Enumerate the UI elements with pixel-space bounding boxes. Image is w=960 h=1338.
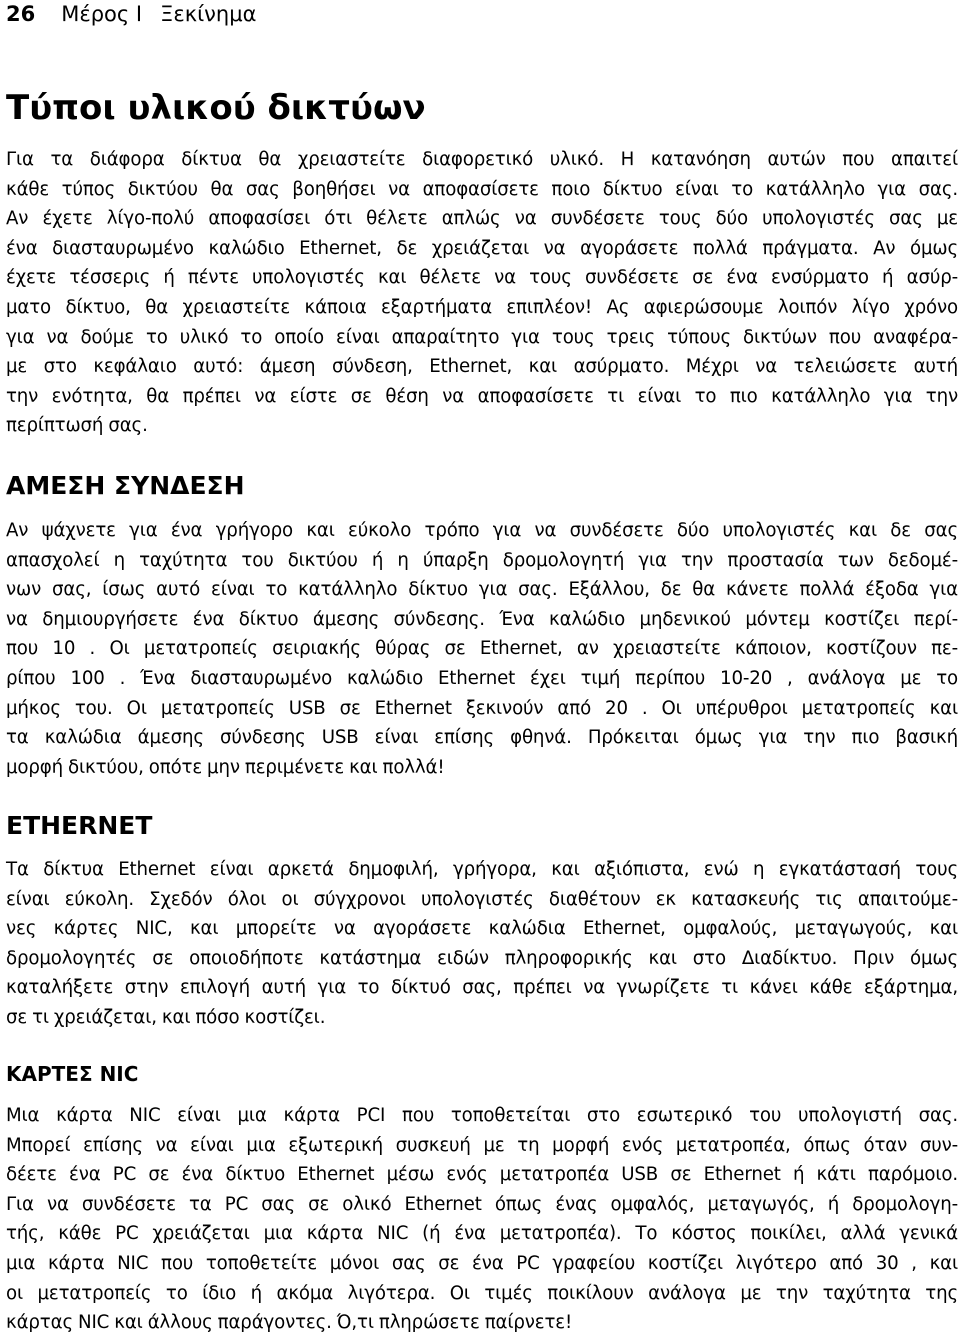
ethernet-paragraph: [6, 855, 958, 1033]
text-line: δρομολογητές σε οποιοδήποτε κατάστημα ειδών πληροφορικής και στο Διαδίκτυο. Πριν όμως: [6, 947, 958, 969]
text-line: καταλήξετε στην επιλογή αυτή για το δίκτυό σας, πρέπει να γνωρίζετε τι κάνει κάθε εξάρτημα,: [6, 977, 958, 999]
text-line: νων σας, ίσως αυτό είναι το κατάλληλο δίκτυο για σας. Εξάλλου, δε θα κάνετε πολλά έξοδα για: [6, 579, 958, 601]
page-title: Τύποι υλικού δικτύων: [6, 88, 426, 128]
chapter-label: Ξεκίνημα: [160, 2, 257, 26]
text-line: σε τι χρειάζεται, και πόσο κοστίζει.: [6, 1006, 326, 1028]
text-line: για να δούμε το υλικό το οποίο είναι απαραίτητο για τους τρεις τύπους δικτύων που αναφέρα-: [6, 326, 958, 348]
text-line: μια κάρτα NIC που τοποθετείτε μόνοι σας σε ένα PC γραφείου κοστίζει λιγότερο από 30 , και: [6, 1252, 958, 1274]
text-line: τής, κάθε PC χρειάζεται μια κάρτα NIC (ή ένα μετατροπέα). Το κόστος ποικίλει, αλλά γενικά: [6, 1223, 958, 1245]
text-line: δέετε ένα PC σε ένα δίκτυο Ethernet μέσω ενός μετατροπέα USB σε Ethernet ή κάτι παρόμοιο.: [6, 1164, 958, 1186]
text-line: έχετε τέσσερις ή πέντε υπολογιστές και θέλετε να τους συνδέσετε σε ένα ενσύρματο ή ασύρ-: [6, 267, 958, 289]
text-line: περίπτωσή σας.: [6, 415, 148, 437]
section-heading-direct: ΑΜΕΣΗ ΣΥΝΔΕΣΗ: [6, 471, 245, 500]
text-line: να δημιουργήσετε ένα δίκτυο άμεσης σύνδεσης. Ένα καλώδιο μηδενικού μόντεμ κοστίζει περί-: [6, 608, 958, 630]
intro-paragraph: [6, 145, 958, 441]
text-line: κάθε τύπος δικτύου θα σας βοηθήσει να αποφασίσετε ποιο δίκτυο είναι το κατάλληλο για σας.: [6, 178, 958, 200]
running-header: [6, 0, 256, 28]
text-line: μορφή δικτύου, οπότε μην περιμένετε και πολλά!: [6, 756, 445, 778]
text-line: που 10 . Οι μετατροπείς σειριακής θύρας σε Ethernet, αν χρειαστείτε κάποιον, κοστίζουν πε-: [6, 638, 958, 660]
text-line: μήκος του. Οι μετατροπείς USB σε Ethernet ξεκινούν από 20 . Οι υπέρυθροι μετατροπείς και: [6, 697, 958, 719]
text-line: την ενότητα, θα πρέπει να είστε σε θέση να αποφασίσετε τι είναι το πιο κατάλληλο για την: [6, 385, 958, 407]
text-line: Μια κάρτα NIC είναι μια κάρτα PCI που τοποθετείται στο εσωτερικό του υπολογιστή σας.: [6, 1105, 958, 1126]
subsection-heading-nic: ΚΑΡΤΕΣ NIC: [6, 1062, 139, 1086]
text-line: Αν έχετε λίγο-πολύ αποφασίσει ότι θέλετε απλώς να συνδέσετε τους δύο υπολογιστές σας με: [6, 208, 958, 230]
text-line: οι μετατροπείς το ίδιο ή ακόμα λιγότερα. Οι τιμές ποικίλουν ανάλογα με την ταχύτητα της: [6, 1282, 958, 1304]
text-line: Αν ψάχνετε για ένα γρήγορο και εύκολο τρόπο για να συνδέσετε δύο υπολογιστές και δε σας: [6, 520, 958, 541]
text-line: Για να συνδέσετε τα PC σας σε ολικό Ethernet όπως ένας ομφαλός, μεταγωγός, ή δρομολογη-: [6, 1193, 958, 1215]
text-line: ρίπου 100 . Ένα διασταυρωμένο καλώδιο Ethernet έχει τιμή περίπου 10-20 , ανάλογα με το: [6, 667, 958, 689]
text-line: Μπορεί επίσης να είναι μια εξωτερική συσκευή με τη μορφή ενός μετατροπέα, όπως όταν συν-: [6, 1134, 958, 1156]
text-line: ένα διασταυρωμένο καλώδιο Ethernet, δε χρειάζεται να αγοράσετε πολλά πράγματα. Αν όμως: [6, 237, 958, 259]
text-line: με στο κεφάλαιο αυτό: άμεση σύνδεση, Ethernet, και ασύρματο. Μέχρι να τελειώσετε αυτή: [6, 356, 958, 378]
text-line: είναι εύκολη. Σχεδόν όλοι οι σύγχρονοι υπολογιστές διαθέτουν εκ κατασκευής τις απαιτούμε-: [6, 888, 958, 910]
text-line: τα καλώδια άμεσης σύνδεσης USB είναι επίσης φθηνά. Πρόκειται όμως για την πιο βασική: [6, 727, 958, 749]
part-label: Μέρος Ι: [61, 2, 143, 26]
text-line: Τα δίκτυα Ethernet είναι αρκετά δημοφιλή, γρήγορα, και αξιόπιστα, ενώ η εγκατάστασή τους: [6, 859, 958, 880]
text-line: κάρτας NIC και άλλους παράγοντες. Ό,τι πληρώσετε παίρνετε!: [6, 1312, 573, 1334]
nic-paragraph: [6, 1101, 958, 1338]
text-line: Για τα διάφορα δίκτυα θα χρειαστείτε διαφορετικό υλικό. Η κατανόηση αυτών που απαιτεί: [6, 149, 958, 170]
text-line: ματο δίκτυο, θα χρειαστείτε κάποια εξαρτήματα επιπλέον! Ας αφιερώσουμε λοιπόν λίγο χρόνο: [6, 296, 958, 318]
text-line: νες κάρτες NIC, και μπορείτε να αγοράσετε καλώδια Ethernet, ομφαλούς, μεταγωγούς, και: [6, 918, 958, 940]
direct-connection-paragraph: [6, 516, 958, 782]
page-number: 26: [6, 2, 36, 26]
text-line: απασχολεί η ταχύτητα του δικτύου ή η ύπαρξη δρομολογητή για την προστασία των δεδομέ-: [6, 549, 958, 571]
section-heading-ethernet: ETHERNET: [6, 811, 153, 840]
